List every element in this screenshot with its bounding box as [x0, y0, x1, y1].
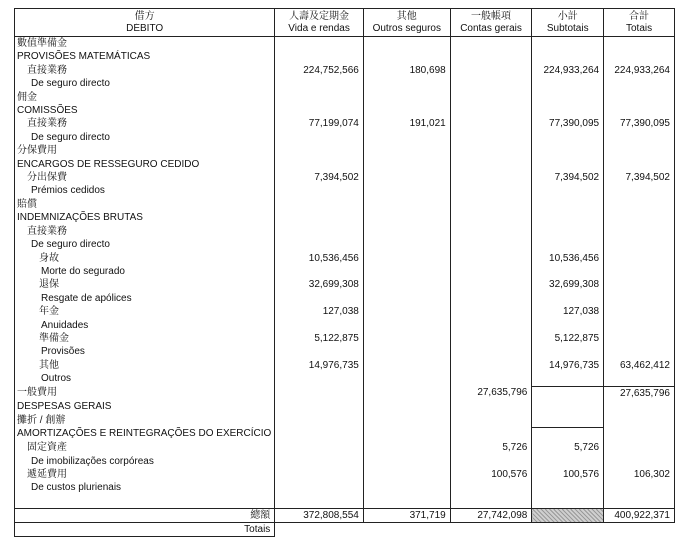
cell-outros-seguros: [363, 238, 450, 251]
cell-outros-seguros: [363, 372, 450, 386]
cell-totais: [604, 305, 675, 318]
cell-totais: 77,390,095: [604, 117, 675, 130]
cell-subtotais: 100,576: [532, 468, 604, 481]
table-row: [15, 386, 675, 400]
row-label: 數值準備金: [15, 37, 275, 51]
column-header-vida-e-rendas-zh: 人壽及定期金: [275, 9, 364, 24]
cell-outros-seguros: [363, 481, 450, 494]
cell-vida-e-rendas: 32,699,308: [275, 278, 364, 291]
cell-vida-e-rendas: [275, 77, 364, 90]
column-header-totais-pt: Totais: [604, 23, 675, 37]
cell-subtotais: [532, 37, 604, 51]
table-row: [15, 332, 675, 345]
cell-subtotais: [532, 495, 604, 509]
cell-contas-gerais: [450, 37, 532, 51]
row-label: 分出保費: [15, 171, 275, 184]
table-row: [15, 305, 675, 318]
totals-label-pt: Totais: [15, 523, 275, 537]
cell-vida-e-rendas: [275, 238, 364, 251]
cell-subtotais: 10,536,456: [532, 252, 604, 265]
cell-totais: [604, 400, 675, 413]
cell-contas-gerais: [450, 50, 532, 63]
cell-vida-e-rendas: [275, 413, 364, 427]
row-label: Morte do segurado: [15, 265, 275, 278]
cell-contas-gerais: [450, 359, 532, 372]
cell-totais: 106,302: [604, 468, 675, 481]
table-row: [15, 455, 675, 468]
cell-subtotais: [532, 184, 604, 197]
cell-totais: [604, 292, 675, 305]
row-label: 一般費用: [15, 386, 275, 400]
table-row: [15, 481, 675, 494]
column-header-label-zh: 借方: [15, 9, 275, 24]
cell-totais: [604, 37, 675, 51]
table-row: [15, 495, 675, 509]
table-row: [15, 427, 675, 441]
cell-contas-gerais: [450, 413, 532, 427]
cell-vida-e-rendas: 5,122,875: [275, 332, 364, 345]
row-label: [15, 495, 275, 509]
cell-totais: [604, 481, 675, 494]
cell-outros-seguros: [363, 319, 450, 332]
cell-outros-seguros: [363, 427, 450, 441]
table-row: [15, 252, 675, 265]
cell-contas-gerais: [450, 117, 532, 130]
cell-contas-gerais: 100,576: [450, 468, 532, 481]
cell-totais: [604, 184, 675, 197]
table-row: [15, 372, 675, 386]
cell-outros-seguros: [363, 386, 450, 400]
row-label: Provisões: [15, 345, 275, 358]
cell-outros-seguros: [363, 104, 450, 117]
table-row: [15, 319, 675, 332]
totals-cell: 371,719: [363, 509, 450, 523]
cell-vida-e-rendas: [275, 319, 364, 332]
cell-contas-gerais: [450, 184, 532, 197]
cell-vida-e-rendas: [275, 104, 364, 117]
column-header-subtotais-pt: Subtotais: [532, 23, 604, 37]
cell-totais: 224,933,264: [604, 64, 675, 77]
table-row: [15, 117, 675, 130]
cell-outros-seguros: [363, 50, 450, 63]
cell-contas-gerais: [450, 198, 532, 211]
cell-vida-e-rendas: [275, 225, 364, 238]
table-row: [15, 211, 675, 224]
row-label: 攤折 / 創辦: [15, 413, 275, 427]
cell-vida-e-rendas: [275, 211, 364, 224]
cell-totais: [604, 319, 675, 332]
cell-outros-seguros: [363, 292, 450, 305]
row-label: Anuidades: [15, 319, 275, 332]
row-label: 身故: [15, 252, 275, 265]
cell-totais: [604, 104, 675, 117]
cell-subtotais: [532, 104, 604, 117]
cell-subtotais: [532, 455, 604, 468]
cell-totais: [604, 144, 675, 157]
cell-subtotais: [532, 372, 604, 386]
cell-vida-e-rendas: [275, 455, 364, 468]
cell-contas-gerais: [450, 455, 532, 468]
cell-vida-e-rendas: [275, 158, 364, 171]
cell-subtotais: 127,038: [532, 305, 604, 318]
cell-outros-seguros: [363, 91, 450, 104]
cell-vida-e-rendas: [275, 468, 364, 481]
cell-contas-gerais: [450, 265, 532, 278]
cell-outros-seguros: [363, 158, 450, 171]
cell-contas-gerais: [450, 481, 532, 494]
cell-totais: [604, 441, 675, 454]
totals-row: [15, 509, 675, 523]
cell-vida-e-rendas: 14,976,735: [275, 359, 364, 372]
table-row: [15, 144, 675, 157]
cell-subtotais: [532, 50, 604, 63]
cell-contas-gerais: [450, 305, 532, 318]
totals-cell-shaded: [532, 509, 604, 523]
row-label: DESPESAS GERAIS: [15, 400, 275, 413]
cell-totais: [604, 455, 675, 468]
cell-outros-seguros: [363, 198, 450, 211]
cell-contas-gerais: 27,635,796: [450, 386, 532, 400]
row-label: Outros: [15, 372, 275, 386]
cell-outros-seguros: 191,021: [363, 117, 450, 130]
table-row: [15, 345, 675, 358]
cell-contas-gerais: [450, 372, 532, 386]
cell-vida-e-rendas: 127,038: [275, 305, 364, 318]
row-label: 分保費用: [15, 144, 275, 157]
row-label: 佣金: [15, 91, 275, 104]
cell-totais: 63,462,412: [604, 359, 675, 372]
cell-vida-e-rendas: [275, 144, 364, 157]
cell-subtotais: [532, 427, 604, 441]
cell-contas-gerais: [450, 238, 532, 251]
cell-contas-gerais: [450, 171, 532, 184]
row-label: 賠償: [15, 198, 275, 211]
cell-outros-seguros: [363, 332, 450, 345]
cell-totais: [604, 332, 675, 345]
cell-vida-e-rendas: [275, 131, 364, 144]
row-label: ENCARGOS DE RESSEGURO CEDIDO: [15, 158, 275, 171]
row-label: 其他: [15, 359, 275, 372]
cell-contas-gerais: [450, 495, 532, 509]
row-label: PROVISÕES MATEMÁTICAS: [15, 50, 275, 63]
table-row: [15, 171, 675, 184]
cell-vida-e-rendas: [275, 441, 364, 454]
cell-totais: [604, 278, 675, 291]
cell-contas-gerais: [450, 252, 532, 265]
cell-subtotais: [532, 77, 604, 90]
row-label: De custos plurienais: [15, 481, 275, 494]
table-header: [15, 9, 675, 37]
cell-vida-e-rendas: [275, 184, 364, 197]
cell-totais: [604, 211, 675, 224]
cell-outros-seguros: [363, 495, 450, 509]
column-header-contas-gerais-zh: 一般帳項: [450, 9, 532, 24]
table-body: [15, 37, 675, 509]
cell-vida-e-rendas: [275, 495, 364, 509]
cell-outros-seguros: [363, 278, 450, 291]
cell-outros-seguros: [363, 455, 450, 468]
table-row: [15, 158, 675, 171]
table-row: [15, 265, 675, 278]
cell-totais: [604, 50, 675, 63]
cell-subtotais: [532, 198, 604, 211]
cell-vida-e-rendas: [275, 50, 364, 63]
cell-contas-gerais: [450, 131, 532, 144]
row-label: COMISSÕES: [15, 104, 275, 117]
cell-subtotais: [532, 211, 604, 224]
cell-subtotais: [532, 144, 604, 157]
cell-totais: [604, 252, 675, 265]
cell-outros-seguros: [363, 265, 450, 278]
row-label: 遞延費用: [15, 468, 275, 481]
cell-outros-seguros: [363, 468, 450, 481]
cell-subtotais: [532, 158, 604, 171]
cell-outros-seguros: [363, 441, 450, 454]
totals-cell: 372,808,554: [275, 509, 364, 523]
table-row: [15, 441, 675, 454]
cell-outros-seguros: [363, 400, 450, 413]
row-label: 退保: [15, 278, 275, 291]
debit-ledger-table: [14, 8, 675, 537]
cell-totais: [604, 131, 675, 144]
column-header-totais-zh: 合計: [604, 9, 675, 24]
row-label: Resgate de apólices: [15, 292, 275, 305]
cell-vida-e-rendas: [275, 427, 364, 441]
cell-contas-gerais: [450, 225, 532, 238]
cell-contas-gerais: [450, 292, 532, 305]
cell-totais: [604, 198, 675, 211]
cell-totais: [604, 495, 675, 509]
cell-outros-seguros: 180,698: [363, 64, 450, 77]
cell-subtotais: [532, 238, 604, 251]
column-header-subtotais-zh: 小計: [532, 9, 604, 24]
cell-totais: 7,394,502: [604, 171, 675, 184]
row-label: De seguro directo: [15, 131, 275, 144]
row-label: Prémios cedidos: [15, 184, 275, 197]
table-row: [15, 225, 675, 238]
cell-subtotais: 5,122,875: [532, 332, 604, 345]
table-row: [15, 50, 675, 63]
cell-vida-e-rendas: [275, 372, 364, 386]
cell-vida-e-rendas: [275, 292, 364, 305]
cell-subtotais: 224,933,264: [532, 64, 604, 77]
table-row: [15, 91, 675, 104]
cell-subtotais: [532, 386, 604, 400]
column-header-outros-seguros-pt: Outros seguros: [363, 23, 450, 37]
cell-vida-e-rendas: 10,536,456: [275, 252, 364, 265]
cell-vida-e-rendas: [275, 481, 364, 494]
table-row: [15, 64, 675, 77]
column-header-vida-e-rendas-pt: Vida e rendas: [275, 23, 364, 37]
cell-subtotais: [532, 292, 604, 305]
cell-totais: [604, 372, 675, 386]
cell-contas-gerais: [450, 400, 532, 413]
cell-vida-e-rendas: [275, 91, 364, 104]
cell-subtotais: 7,394,502: [532, 171, 604, 184]
cell-contas-gerais: [450, 77, 532, 90]
table-row: [15, 413, 675, 427]
totals-cell: 400,922,371: [604, 509, 675, 523]
cell-contas-gerais: [450, 332, 532, 345]
cell-outros-seguros: [363, 359, 450, 372]
cell-subtotais: 32,699,308: [532, 278, 604, 291]
cell-outros-seguros: [363, 211, 450, 224]
cell-outros-seguros: [363, 345, 450, 358]
table-row: [15, 400, 675, 413]
cell-subtotais: [532, 265, 604, 278]
cell-subtotais: 14,976,735: [532, 359, 604, 372]
cell-totais: [604, 345, 675, 358]
row-label: 直接業務: [15, 225, 275, 238]
row-label: De seguro directo: [15, 238, 275, 251]
cell-contas-gerais: [450, 144, 532, 157]
cell-outros-seguros: [363, 184, 450, 197]
cell-outros-seguros: [363, 144, 450, 157]
table-row: [15, 198, 675, 211]
cell-subtotais: [532, 131, 604, 144]
table-row: [15, 468, 675, 481]
row-label: De imobilizações corpóreas: [15, 455, 275, 468]
cell-subtotais: [532, 319, 604, 332]
cell-contas-gerais: 5,726: [450, 441, 532, 454]
cell-subtotais: [532, 345, 604, 358]
totals-cell: 27,742,098: [450, 509, 532, 523]
cell-vida-e-rendas: 77,199,074: [275, 117, 364, 130]
totals-section: [15, 509, 675, 537]
row-label: INDEMNIZAÇÕES BRUTAS: [15, 211, 275, 224]
cell-vida-e-rendas: [275, 345, 364, 358]
cell-totais: [604, 91, 675, 104]
table-row: [15, 77, 675, 90]
cell-totais: [604, 77, 675, 90]
column-header-contas-gerais-pt: Contas gerais: [450, 23, 532, 37]
cell-outros-seguros: [363, 413, 450, 427]
cell-contas-gerais: [450, 319, 532, 332]
table-row: [15, 184, 675, 197]
table-row: [15, 359, 675, 372]
cell-vida-e-rendas: [275, 198, 364, 211]
column-header-label-pt: DÉBITO: [15, 23, 275, 37]
cell-outros-seguros: [363, 37, 450, 51]
table-row: [15, 37, 675, 51]
cell-totais: [604, 413, 675, 427]
row-label: 年金: [15, 305, 275, 318]
cell-contas-gerais: [450, 91, 532, 104]
cell-vida-e-rendas: [275, 400, 364, 413]
cell-contas-gerais: [450, 104, 532, 117]
table-row: [15, 292, 675, 305]
cell-contas-gerais: [450, 64, 532, 77]
cell-totais: [604, 238, 675, 251]
cell-subtotais: 5,726: [532, 441, 604, 454]
column-header-outros-seguros-zh: 其他: [363, 9, 450, 24]
row-label: 準備金: [15, 332, 275, 345]
totals-label-zh: 總額: [15, 509, 275, 523]
cell-vida-e-rendas: 7,394,502: [275, 171, 364, 184]
cell-totais: [604, 427, 675, 441]
cell-totais: [604, 158, 675, 171]
cell-contas-gerais: [450, 345, 532, 358]
cell-subtotais: [532, 413, 604, 427]
cell-subtotais: [532, 481, 604, 494]
cell-outros-seguros: [363, 131, 450, 144]
row-label: 直接業務: [15, 117, 275, 130]
row-label: 固定資產: [15, 441, 275, 454]
cell-outros-seguros: [363, 252, 450, 265]
row-label: De seguro directo: [15, 77, 275, 90]
cell-contas-gerais: [450, 158, 532, 171]
table-row: [15, 238, 675, 251]
cell-vida-e-rendas: [275, 37, 364, 51]
row-label: AMORTIZAÇÕES E REINTEGRAÇÕES DO EXERCÍCIO: [15, 427, 275, 441]
cell-subtotais: [532, 225, 604, 238]
cell-totais: [604, 265, 675, 278]
cell-contas-gerais: [450, 211, 532, 224]
cell-totais: 27,635,796: [604, 386, 675, 400]
cell-contas-gerais: [450, 427, 532, 441]
table-row: [15, 131, 675, 144]
cell-outros-seguros: [363, 225, 450, 238]
cell-outros-seguros: [363, 77, 450, 90]
cell-vida-e-rendas: [275, 386, 364, 400]
cell-contas-gerais: [450, 278, 532, 291]
cell-vida-e-rendas: 224,752,566: [275, 64, 364, 77]
cell-subtotais: [532, 400, 604, 413]
cell-vida-e-rendas: [275, 265, 364, 278]
cell-subtotais: [532, 91, 604, 104]
cell-subtotais: 77,390,095: [532, 117, 604, 130]
row-label: 直接業務: [15, 64, 275, 77]
cell-outros-seguros: [363, 305, 450, 318]
cell-outros-seguros: [363, 171, 450, 184]
table-row: [15, 104, 675, 117]
table-row: [15, 278, 675, 291]
cell-totais: [604, 225, 675, 238]
